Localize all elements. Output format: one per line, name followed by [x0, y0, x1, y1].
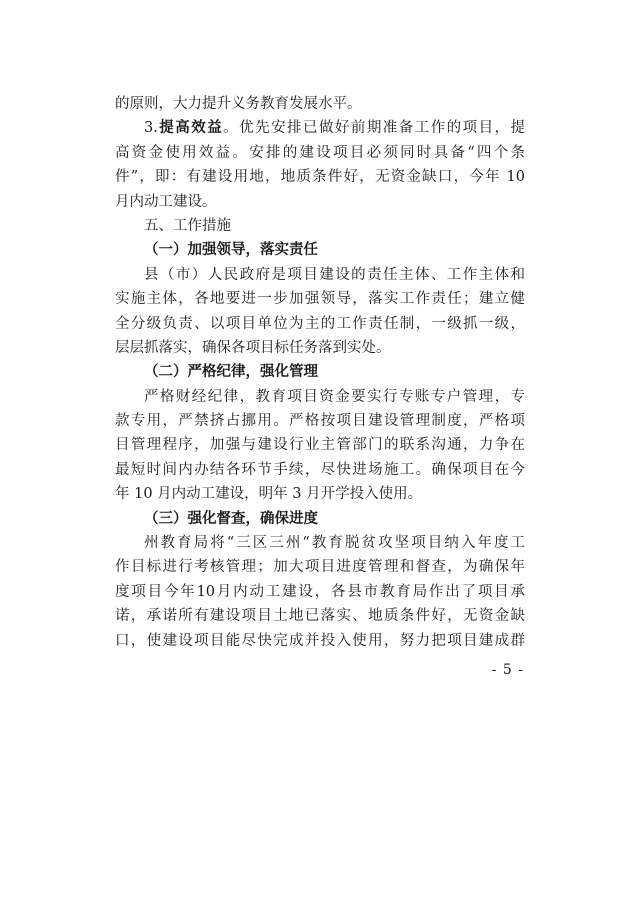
- subsection-heading: （一）加强领导，落实责任: [144, 242, 318, 259]
- page-number: - 5 -: [491, 662, 524, 678]
- paragraph-line: 层层抓落实，确保各项目标任务落到实处。: [115, 339, 391, 356]
- paragraph-line: 件”，即：有建设用地，地质条件好，无资金缺口，今年 10: [115, 169, 525, 186]
- paragraph-line: 口，使建设项目能尽快完成并投入使用，努力把项目建成群: [115, 632, 525, 649]
- paragraph-line: [115, 116, 525, 140]
- paragraph-line: 目管理程序，加强与建设行业主管部门的联系沟通，力争在: [115, 437, 525, 454]
- paragraph-line: 的原则，大力提升义务教育发展水平。: [115, 96, 362, 112]
- subsection-heading: （三）强化督查，确保进度: [144, 510, 318, 527]
- section-heading: 五、工作措施: [144, 217, 231, 234]
- document-body: [115, 92, 525, 653]
- item-title: 提高效益: [157, 120, 224, 137]
- item-text: 。优先安排已做好前期准备工作的项目，提: [223, 120, 525, 137]
- item-number: 3.: [144, 120, 158, 137]
- paragraph-line: 严格财经纪律，教育项目资金要实行专账专户管理，专: [144, 388, 525, 405]
- paragraph-line: 最短时间内办结各环节手续，尽快进场施工。确保项目在今: [115, 461, 525, 478]
- paragraph-line: 月内动工建设。: [115, 193, 217, 210]
- paragraph-line: 年 10 月内动工建设，明年 3 月开学投入使用。: [115, 486, 423, 503]
- paragraph-line: 诺，承诺所有建设项目土地已落实、地质条件好，无资金缺: [115, 608, 525, 625]
- paragraph-line: 州教育局将“三区三州“教育脱贫攻坚项目纳入年度工: [144, 535, 525, 552]
- paragraph-line: 度项目今年10月内动工建设，各县市教育局作出了项目承: [115, 583, 525, 600]
- paragraph-line: 作目标进行考核管理；加大项目进度管理和督查，为确保年: [115, 559, 525, 576]
- paragraph-line: 县（市）人民政府是项目建设的责任主体、工作主体和: [144, 266, 525, 283]
- paragraph-line: 款专用，严禁挤占挪用。严格按项目建设管理制度，严格项: [115, 413, 525, 430]
- paragraph-line: 高资金使用效益。安排的建设项目必须同时具备“四个条: [115, 144, 525, 161]
- paragraph-line: 全分级负责、以项目单位为主的工作责任制，一级抓一级，: [115, 315, 525, 332]
- paragraph-line: 实施主体，各地要进一步加强领导，落实工作责任；建立健: [115, 291, 525, 308]
- subsection-heading: （二）严格纪律，强化管理: [144, 364, 318, 381]
